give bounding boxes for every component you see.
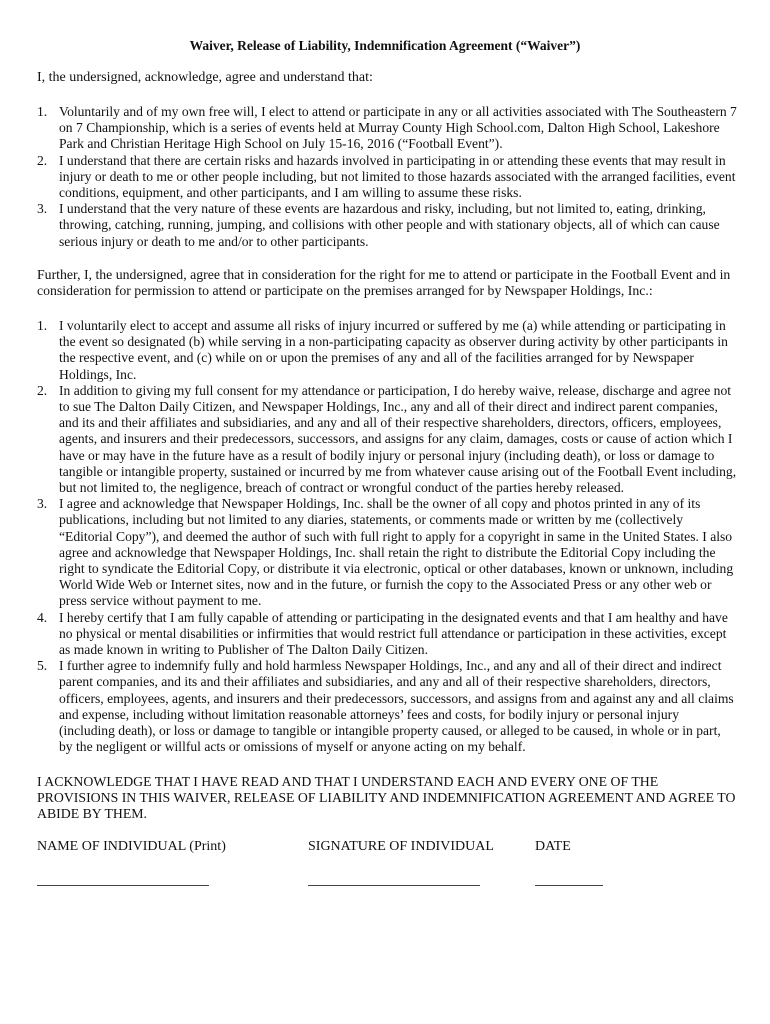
- list-item-text: I hereby certify that I am fully capable of attending or participating in the designated events and that I am healthy and have no physical or mental disabilities or infirmities that would restrict full attendance or participation in these activities, except as made known in writing to Publisher of The Dalton Daily Citizen.: [59, 609, 728, 658]
- signature-field-line[interactable]: [308, 873, 480, 886]
- list-item: [37, 201, 737, 250]
- name-field-line[interactable]: [37, 873, 209, 886]
- list-item: [37, 318, 737, 383]
- list-item-text: I understand that the very nature of these events are hazardous and risky, including, but not limited to, eating, drinking, throwing, catching, running, jumping, and collisions with other people and with stationary objects, all of which can cause serious injury or death to me and/or to other participants.: [59, 201, 720, 249]
- list-item-text: In addition to giving my full consent for my attendance or participation, I do hereby waive, release, discharge and agree not to sue The Dalton Daily Citizen, and Newspaper Holdings, Inc., any and all of their direct and indirect parent companies, and its and their affiliates and subsidiaries, and any and all of their respective shareholders, directors, officers, employees, agents, and insurers and their predecessors, successors, and assigns for any claim, damages, costs or cause of action which I have or may have in the future have as a result of bodily injury or personal injury (including death), or loss or damage to tangible or intangible property, sustained or incurred by me from whatever cause arising out of the Football Event including, but not limited to, the negligence, breach of contract or wrongful conduct of the parties hereby released.: [59, 382, 737, 496]
- list-item-text: I further agree to indemnify fully and hold harmless Newspaper Holdings, Inc., and any and all of their direct and indirect parent companies, and its and their affiliates and subsidiaries, and any and all of their respective shareholders, directors, officers, employees, agents, and insurers and their predecessors, successors, and assigns from and against any and all claims and expense, including without limitation reasonable attorneys’ fees and costs, for bodily injury or personal injury (including death), or loss or damage to tangible or intangible property caused, or alleged to be caused, in whole or in part, by the negligent or willful acts or omissions of myself or anyone acting on my behalf.: [59, 658, 734, 755]
- list-item-number: 5.: [37, 658, 48, 674]
- consideration-paragraph: Further, I, the undersigned, agree that in consideration for the right for me to attend or participate in the Football Event and in consideration for permission to attend or participate on the premises arranged for by Newspaper Holdings, Inc.:: [37, 267, 731, 299]
- list-item: [37, 658, 737, 755]
- list-item-number: 2.: [37, 152, 48, 168]
- list-item-number: 3.: [37, 496, 48, 512]
- list-item: [37, 104, 737, 153]
- acknowledgement-list: [37, 104, 737, 250]
- agreement-list: [37, 318, 737, 755]
- list-item-text: Voluntarily and of my own free will, I elect to attend or participate in any or all activities associated with The Southeastern 7 on 7 Championship, which is a series of events held at Murray County High School.com, Dalton High School, Lakeshore Park and Christian Heritage High School on July 15-16, 2016 (“Football Event”).: [59, 104, 737, 152]
- document-title: Waiver, Release of Liability, Indemnification Agreement (“Waiver”): [189, 38, 581, 53]
- list-item-text: I agree and acknowledge that Newspaper Holdings, Inc. shall be the owner of all copy and photos printed in any of its publications, including but not limited to any diaries, statements, or comments made or written by me (collectively “Editorial Copy”), and deemed the author of such with full right to apply for a copyright in same in the United States. I also agree and acknowledge that Newspaper Holdings, Inc. shall retain the right to distribute the Editorial Copy including the right to syndicate the Editorial Copy, or distribute it via electronic, optical or other databases, known or unknown, including World Wide Web or Internet sites, now and in the future, or furnish the copy to the Associated Press or any other web or press service without payment to me.: [59, 496, 734, 609]
- list-item-text: I understand that there are certain risks and hazards involved in participating in or attending these events that may result in injury or death to me or other people including, but not limited to those hazards associated with the arranged facilities, event conditions, equipment, and other participants, and I am willing to assume these risks.: [59, 152, 736, 201]
- acknowledgement-statement: I ACKNOWLEDGE THAT I HAVE READ AND THAT I UNDERSTAND EACH AND EVERY ONE OF THE PROVISIONS IN THIS WAIVER, RELEASE OF LIABILITY AND INDEMNIFICATION AGREEMENT AND AGREE TO ABIDE BY THEM.: [37, 774, 736, 822]
- signature-label: SIGNATURE OF INDIVIDUAL: [308, 839, 494, 854]
- list-item-number: 1.: [37, 318, 48, 333]
- list-item-number: 3.: [37, 201, 48, 217]
- list-item: [37, 383, 737, 496]
- list-item-number: 2.: [37, 382, 48, 398]
- list-item: [37, 610, 737, 659]
- list-item-text: I voluntarily elect to accept and assume all risks of injury incurred or suffered by me (a) while attending or participating in the event so designated (b) while serving in a non-participating capacity as observer during activity by other participants in the respective event, and (c) while on or upon the premises of any and all of the facilities arranged for by Newspaper Holdings, Inc.: [59, 318, 728, 382]
- intro-statement: I, the undersigned, acknowledge, agree and understand that:: [37, 70, 373, 85]
- list-item-number: 1.: [37, 104, 48, 119]
- list-item: [37, 496, 737, 609]
- list-item: [37, 153, 737, 202]
- name-label: NAME OF INDIVIDUAL (Print): [37, 839, 226, 854]
- date-label: DATE: [535, 839, 571, 854]
- list-item-number: 4.: [37, 609, 48, 625]
- date-field-line[interactable]: [535, 873, 603, 886]
